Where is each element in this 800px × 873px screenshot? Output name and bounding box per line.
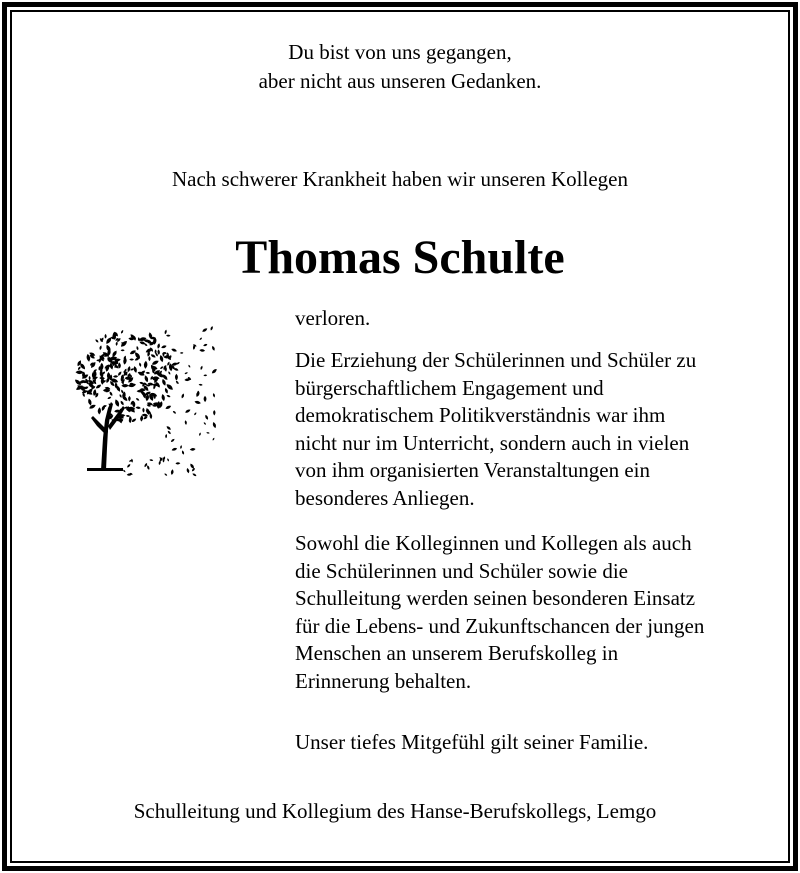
- tribute-line: Die Erziehung der Schülerinnen und Schüler zu: [295, 348, 697, 372]
- condolence-text: Unser tiefes Mitgefühl gilt seiner Familie.: [295, 730, 649, 754]
- motto: [0, 38, 800, 96]
- tribute-line: Sowohl die Kolleginnen und Kollegen als auch: [295, 531, 692, 555]
- motto-line-1: Du bist von uns gegangen,: [288, 40, 512, 64]
- tribute-line: Schulleitung werden seinen besonderen Einsatz: [295, 586, 696, 610]
- deceased-name: Thomas Schulte: [235, 231, 565, 284]
- tribute-line: bürgerschaftlichem Engagement und: [295, 375, 604, 400]
- lost-text: verloren.: [295, 306, 371, 330]
- signature: Schulleitung und Kollegium des Hanse-Berufskollegs, Lemgo: [133, 799, 657, 823]
- motto-line-2: aber nicht aus unseren Gedanken.: [258, 69, 542, 93]
- tribute-paragraph-1: [295, 347, 775, 512]
- tribute-line: nicht nur im Unterricht, sondern auch in vielen: [295, 430, 690, 455]
- tribute-line: Menschen an unserem Berufskolleg in: [295, 641, 619, 665]
- tribute-line: für die Lebens- und Zukunftschancen der jungen: [295, 613, 705, 638]
- intro-text: Nach schwerer Krankheit haben wir unseren Kollegen: [172, 167, 628, 191]
- windswept-tree-icon: [65, 318, 225, 486]
- tribute-line: demokratischem Politikverständnis war ihm: [295, 403, 666, 427]
- tribute-paragraph-2: [295, 530, 775, 695]
- tribute-line: besonderes Anliegen.: [295, 485, 475, 510]
- tribute-line: Erinnerung behalten.: [295, 668, 472, 693]
- tribute-line: die Schülerinnen und Schüler sowie die: [295, 558, 629, 583]
- tribute-line: von ihm organisierten Veranstaltungen ein: [295, 458, 650, 482]
